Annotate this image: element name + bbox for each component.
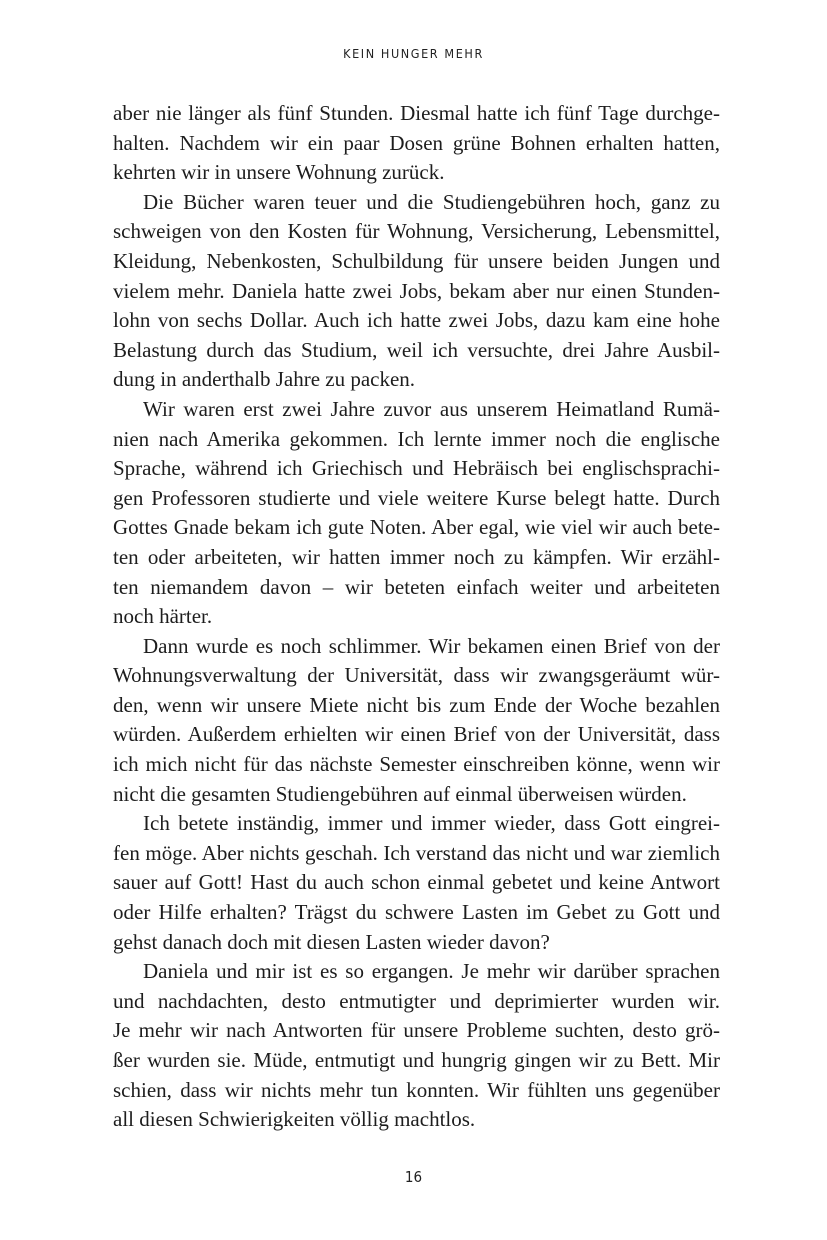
text-line: Sprache, während ich Griechisch und Hebräisch bei englischsprachi- <box>113 456 720 481</box>
paragraph <box>113 957 720 1135</box>
text-line: halten. Nachdem wir ein paar Dosen grüne Bohnen erhalten hatten, <box>113 130 720 155</box>
text-line: fen möge. Aber nichts geschah. Ich verstand das nicht und war ziemlich <box>113 840 720 865</box>
text-line: sauer auf Gott! Hast du auch schon einmal gebetet und keine Antwort <box>113 870 720 895</box>
text-line: noch härter. <box>113 604 213 629</box>
text-line: Belastung durch das Studium, weil ich versuchte, drei Jahre Ausbil- <box>113 337 720 362</box>
text-line: Je mehr wir nach Antworten für unsere Probleme suchten, desto grö- <box>113 1018 720 1043</box>
text-line: ten niemandem davon – wir beteten einfach weiter und arbeiteten <box>113 574 720 599</box>
text-line: Die Bücher waren teuer und die Studiengebühren hoch, ganz zu <box>143 189 720 214</box>
text-line: Wir waren erst zwei Jahre zuvor aus unserem Heimatland Rumä- <box>143 396 720 421</box>
paragraph <box>113 632 720 810</box>
text-line: Ich betete inständig, immer und immer wieder, dass Gott eingrei- <box>143 811 720 836</box>
text-line: kehrten wir in unsere Wohnung zurück. <box>113 160 445 185</box>
text-line: nien nach Amerika gekommen. Ich lernte immer noch die englische <box>113 426 720 451</box>
text-line: aber nie länger als fünf Stunden. Diesmal hatte ich fünf Tage durchge- <box>113 101 720 125</box>
text-line: gen Professoren studierte und viele weitere Kurse belegt hatte. Durch <box>113 485 720 510</box>
paragraph <box>113 188 720 395</box>
text-line: gehst danach doch mit diesen Lasten wieder davon? <box>113 929 550 954</box>
text-line: Daniela und mir ist es so ergangen. Je mehr wir darüber sprachen <box>143 959 720 984</box>
running-head: KEIN HUNGER MEHR <box>343 46 484 61</box>
text-line: schien, dass wir nichts mehr tun konnten. Wir fühlten uns gegenüber <box>113 1077 720 1102</box>
text-line: Wohnungsverwaltung der Universität, dass wir zwangsgeräumt wür- <box>113 663 720 688</box>
text-line: ßer wurden sie. Müde, entmutigt und hungrig gingen wir zu Bett. Mir <box>113 1048 720 1072</box>
text-line: schweigen von den Kosten für Wohnung, Versicherung, Lebensmittel, <box>113 219 720 244</box>
paragraph <box>113 99 720 188</box>
text-line: nicht die gesamten Studiengebühren auf einmal überweisen würden. <box>113 781 687 806</box>
paragraph <box>113 395 720 632</box>
text-line: Gottes Gnade bekam ich gute Noten. Aber egal, wie viel wir auch bete- <box>113 515 720 540</box>
page-number: 16 <box>404 1168 423 1186</box>
text-line: vielem mehr. Daniela hatte zwei Jobs, bekam aber nur einen Stunden- <box>113 278 720 303</box>
text-line: all diesen Schwierigkeiten völlig machtlos. <box>113 1107 476 1132</box>
text-line: oder Hilfe erhalten? Trägst du schwere Lasten im Gebet zu Gott und <box>113 900 720 925</box>
body-text <box>113 99 720 1135</box>
text-line: Dann wurde es noch schlimmer. Wir bekamen einen Brief von der <box>143 633 720 658</box>
text-line: würden. Außerdem erhielten wir einen Brief von der Universität, dass <box>113 722 720 747</box>
paragraph <box>113 809 720 957</box>
text-line: dung in anderthalb Jahre zu packen. <box>113 367 416 392</box>
text-line: lohn von sechs Dollar. Auch ich hatte zwei Jobs, dazu kam eine hohe <box>113 308 720 333</box>
text-line: den, wenn wir unsere Miete nicht bis zum Ende der Woche bezahlen <box>113 692 720 717</box>
text-line: ich mich nicht für das nächste Semester einschreiben könne, wenn wir <box>113 752 720 777</box>
text-line: ten oder arbeiteten, wir hatten immer noch zu kämpfen. Wir erzähl- <box>113 544 720 569</box>
text-line: und nachdachten, desto entmutigter und deprimierter wurden wir. <box>113 988 720 1013</box>
text-line: Kleidung, Nebenkosten, Schulbildung für unsere beiden Jungen und <box>113 248 720 273</box>
